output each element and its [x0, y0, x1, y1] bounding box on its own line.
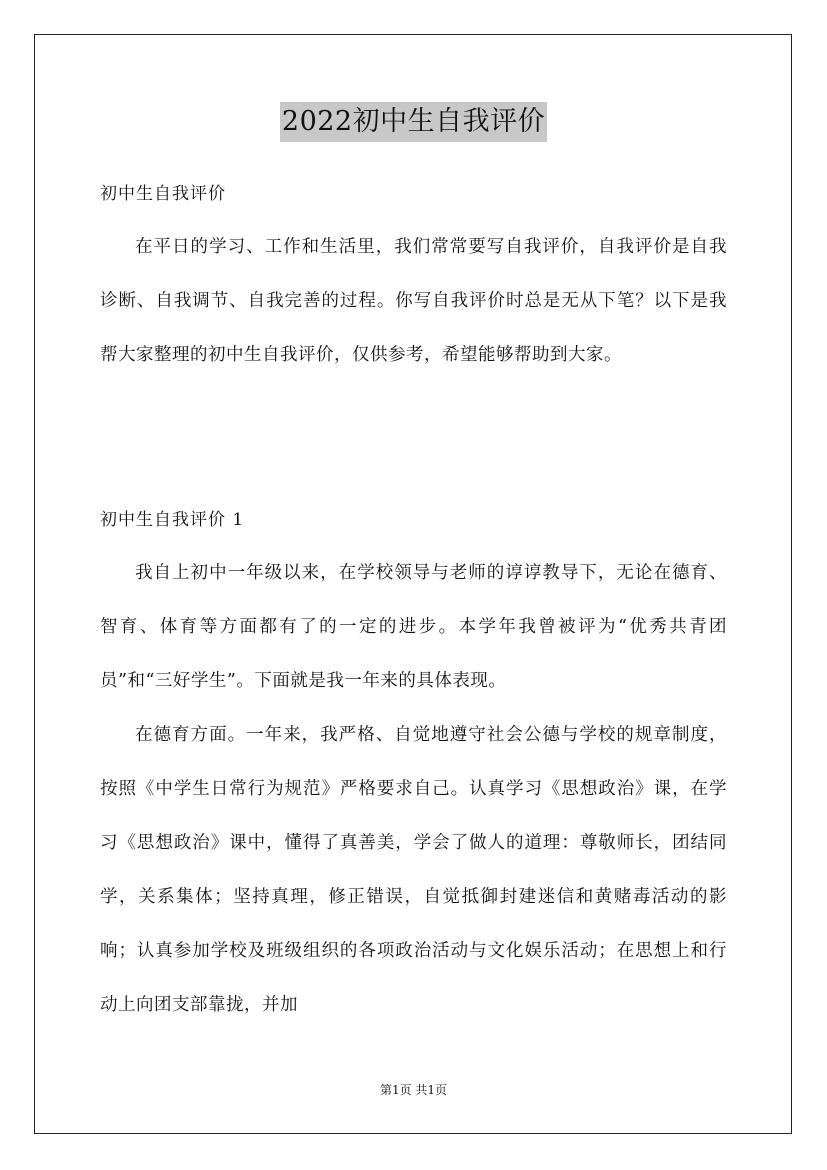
document-title: 2022初中生自我评价 [280, 102, 547, 142]
intro-paragraph: 在平日的学习、工作和生活里，我们常常要写自我评价，自我评价是自我诊断、自我调节、自我完善的过程。你写自我评价时总是无从下笔？以下是我帮大家整理的初中生自我评价，仅供参考，希望能够帮助到大家。 [100, 237, 727, 365]
title-container [0, 102, 827, 142]
section-heading: 初中生自我评价 1 [100, 510, 245, 530]
page-footer: 第1页 共1页 [379, 1083, 448, 1097]
body-paragraph-1: 我自上初中一年级以来，在学校领导与老师的谆谆教导下，无论在德育、智育、体育等方面都有了的一定的进步。本学年我曾被评为“优秀共青团员”和“三好学生”。下面就是我一年来的具体表现。 [100, 563, 727, 691]
body-paragraph-2: 在德育方面。一年来，我严格、自觉地遵守社会公德与学校的规章制度，按照《中学生日常行为规范》严格要求自己。认真学习《思想政治》课，在学习《思想政治》课中，懂得了真善美，学会了做人的道理：尊敬师长，团结同学，关系集体；坚持真理，修正错误，自觉抵御封建迷信和黄赌毒活动的影响；认真参加学校及班级组织的各项政治活动与文化娱乐活动；在思想上和行动上向团支部靠拢，并加 [100, 725, 727, 1015]
document-subtitle: 初中生自我评价 [100, 184, 226, 204]
